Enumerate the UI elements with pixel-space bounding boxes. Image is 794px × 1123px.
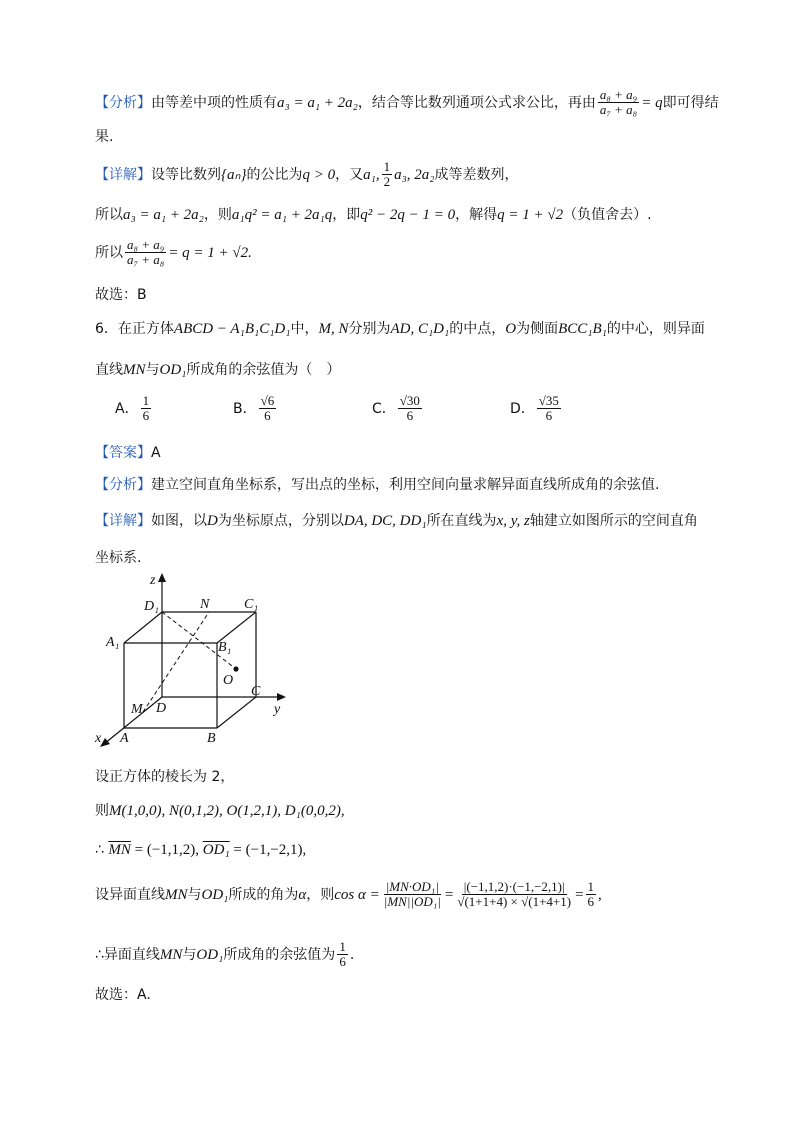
analysis-tag: 【分析】 — [95, 94, 151, 111]
q6-analysis-line — [95, 474, 659, 494]
q6-detail-e: 坐标系. — [95, 550, 142, 566]
q6-vec-a: ∴ — [95, 842, 109, 858]
q6-mn: M, N — [318, 321, 349, 337]
label-a1: A₁ — [106, 635, 120, 650]
edge-b1c1 — [217, 612, 256, 643]
q5-result-fraction — [125, 238, 166, 268]
option-denominator: 6 — [406, 408, 414, 424]
q5-half-fraction — [382, 160, 393, 190]
q6-detail-line — [95, 510, 698, 530]
q6-stem-line2 — [95, 359, 340, 379]
q5-so1-a: 所以 — [95, 207, 123, 223]
q5-so1-eq1: a₃ = a₁ + 2a₂ — [123, 207, 204, 223]
x-arrow — [100, 738, 110, 747]
z-arrow — [158, 573, 166, 582]
q5-analysis-text-d: 果. — [95, 129, 114, 145]
q5-ratio-rhs: = q — [641, 94, 663, 111]
option-numerator: √30 — [399, 393, 420, 408]
ratio-denominator: a₇ + a₈ — [599, 102, 638, 118]
q5-detail-c: ，又 — [335, 166, 364, 183]
label-b1: B₁ — [218, 640, 232, 655]
q6-stem2-c: 所成角的余弦值为（ ） — [186, 362, 341, 378]
detail-tag: 【详解】 — [95, 166, 151, 183]
point-o — [233, 666, 238, 671]
q6-angle-od: OD₁ — [201, 886, 229, 903]
q6-stem2-a: 直线 — [95, 362, 123, 378]
result-numerator: a₈ + a₉ — [127, 237, 165, 252]
label-y: y — [274, 702, 281, 717]
q6-cube: ABCD − A₁B₁C₁D₁ — [173, 321, 291, 337]
q5-detail-a: 设等比数列 — [151, 166, 221, 183]
q5-so1-e: （负值舍去）. — [563, 207, 652, 223]
label-d1: D₁ — [144, 599, 159, 614]
q5-analysis-eq: a₃ = a₁ + 2a₂ — [277, 94, 358, 111]
label-c1: C₁ — [244, 597, 259, 612]
q6-angle-mn: MN — [165, 886, 188, 903]
q6-option-c — [372, 394, 424, 424]
q6-concl-end: . — [349, 946, 355, 963]
q6-angle-a: 设异面直线 — [95, 886, 165, 903]
answer-tag: 【答案】 — [95, 445, 151, 461]
option-denominator: 6 — [142, 408, 150, 424]
cube-figure — [90, 570, 300, 750]
option-fraction — [259, 394, 277, 424]
label-a: A — [120, 731, 129, 746]
q6-face: BCC₁B₁ — [558, 321, 607, 337]
q5-so1-c: ，即 — [332, 207, 361, 223]
q6-coords-line — [95, 800, 345, 820]
concl-denominator: 6 — [339, 954, 346, 970]
q5-seq: {aₙ} — [221, 166, 247, 183]
q5-analysis-text-a: 由等差中项的性质有 — [151, 94, 277, 111]
option-numerator: 1 — [142, 393, 150, 408]
q6-concl-b: 与 — [182, 946, 197, 963]
q5-detail-line — [95, 160, 519, 190]
q6-stem-a: 6．在正方体 — [95, 321, 174, 337]
label-m: M — [131, 702, 143, 717]
half-denominator: 2 — [383, 174, 391, 190]
q6-concl-fraction — [337, 940, 348, 970]
q5-analysis-text-c: 即可得结 — [662, 94, 719, 111]
q5-so2-rhs: = q = 1 + √2. — [168, 244, 252, 261]
q5-q-positive: q > 0 — [302, 166, 336, 183]
label-o: O — [223, 673, 234, 688]
vector-mn: $\overline{MN}$ — [108, 842, 131, 858]
q6-stem-b: 中， — [290, 321, 319, 337]
q6-o: O — [505, 321, 517, 337]
cos-denominator-2: √(1+1+4) × √(1+4+1) — [457, 894, 572, 910]
q6-axes: DA, DC, DD₁ — [343, 513, 427, 529]
cos-numerator-1: |MN·OD₁| — [385, 879, 439, 894]
q5-so1-eq3: q² − 2q − 1 = 0 — [360, 207, 456, 223]
option-label: D． — [510, 400, 535, 417]
q6-cos-fraction-2 — [455, 880, 573, 910]
y-arrow — [277, 693, 286, 701]
q6-cos-tail: , — [598, 886, 602, 903]
q6-option-a — [115, 394, 153, 424]
q6-coords: M(1,0,0), N(0,1,2), O(1,2,1), D₁(0,0,2), — [109, 803, 345, 819]
q6-option-b — [233, 394, 278, 424]
option-numerator: √35 — [538, 393, 559, 408]
q5-so1-eq4: q = 1 + √2 — [497, 207, 564, 223]
q6-alpha: α — [298, 886, 307, 903]
q5-so1-eq2: a₁q² = a₁ + 2a₁q — [231, 207, 333, 223]
analysis-tag: 【分析】 — [95, 477, 151, 493]
vector-od1-value: = (−1,−2,1), — [229, 842, 307, 858]
q6-detail-d: 轴建立如图所示的空间直角 — [529, 513, 698, 529]
q6-detail-a: 如图，以 — [151, 513, 207, 529]
option-label: B． — [233, 400, 257, 417]
q5-so1-b: ，则 — [203, 207, 232, 223]
q6-line-mn: MN — [123, 362, 146, 378]
q6-cos-result — [586, 880, 597, 910]
q5-detail-b: 的公比为 — [246, 166, 303, 183]
q5-so1-d: ，解得 — [455, 207, 498, 223]
label-c: C — [251, 684, 261, 699]
half-numerator: 1 — [383, 159, 391, 174]
option-fraction — [398, 394, 422, 424]
option-numerator: √6 — [260, 393, 275, 408]
q6-answer-line — [95, 442, 161, 462]
q5-solve-line — [95, 204, 652, 224]
q6-edge-length: 设正方体的棱长为 2， — [95, 769, 235, 785]
q6-cos-line: 设异面直线MN与OD₁所成的角为α，则cos α = $\frac{\text{|MN·OD₁|}}{\text{|MN||OD₁|}}$ = $\frac{|(-1,1,2)\cdot(-1,-2,1)|}{√(1+1+4) \times √(1+4+1)}$ = $\frac{1}{6}$ , — [95, 879, 602, 910]
q6-stem-e: 为侧面 — [516, 321, 559, 337]
option-fraction — [141, 394, 152, 424]
q6-coords-a: 则 — [95, 803, 109, 819]
q6-stem-d: 的中点， — [449, 321, 506, 337]
label-d: D — [156, 701, 167, 716]
label-x: x — [95, 731, 102, 746]
q6-edges: AD, C₁D₁ — [390, 321, 450, 337]
edge-bc — [217, 697, 256, 728]
q6-angle-b: 与 — [187, 886, 202, 903]
q5-analysis-line — [95, 88, 719, 118]
label-z: z — [150, 573, 156, 588]
q6-concl-a: ∴异面直线 — [95, 946, 160, 963]
option-denominator: 6 — [264, 408, 271, 424]
q6-option-d — [510, 394, 563, 424]
option-label: C． — [372, 400, 396, 417]
detail-tag: 【详解】 — [95, 513, 151, 529]
q5-so2-a: 所以 — [95, 244, 123, 261]
q6-cos-fraction-1 — [382, 880, 443, 910]
q6-choose: 故选：A. — [95, 987, 151, 1003]
result-denominator: a₇ + a₈ — [127, 252, 165, 268]
q6-detail-c: 所在直线为 — [426, 513, 497, 529]
q6-stem-c: 分别为 — [348, 321, 391, 337]
q6-stem2-b: 与 — [145, 362, 160, 378]
vector-od1: OD₁ — [202, 842, 230, 858]
option-fraction — [537, 394, 561, 424]
q6-concl-od: OD₁ — [196, 946, 224, 963]
q5-choose: 故选：B — [95, 287, 147, 303]
q6-stem-f: 的中心，则异面 — [606, 321, 705, 337]
label-b: B — [207, 731, 216, 746]
q6-conclusion-line — [95, 940, 354, 970]
label-n: N — [200, 597, 210, 612]
cos-denominator-1: |MN||OD₁| — [383, 894, 441, 910]
edge-a1d1 — [124, 612, 162, 643]
cos-numerator-2: |(−1,1,2)·(−1,−2,1)| — [463, 879, 565, 894]
q6-concl-mn: MN — [159, 946, 183, 963]
option-label: A． — [115, 400, 139, 417]
q6-d: D — [207, 513, 218, 529]
q6-analysis-text: 建立空间直角坐标系，写出点的坐标，利用空间向量求解异面直线所成角的余弦值. — [151, 477, 660, 493]
q6-vectors-line — [95, 842, 306, 859]
q5-analysis-text-b: ，结合等比数列通项公式求公比，再由 — [357, 94, 596, 111]
q6-answer: A — [151, 445, 161, 461]
q6-xyz: x, y, z — [496, 513, 530, 529]
q5-terms-b: a₃, 2a₂ — [394, 166, 435, 183]
q5-ratio-fraction — [598, 88, 639, 118]
q6-angle-c: 所成的角为 — [228, 886, 299, 903]
q6-cos-lhs: cos α = — [334, 886, 380, 903]
vector-mn-value: = (−1,1,2), — [130, 842, 203, 858]
q5-terms-a: a₁, — [363, 166, 380, 183]
q5-result-line — [95, 238, 252, 268]
q6-line-od: OD₁ — [159, 362, 187, 378]
cos-result-numerator: 1 — [587, 879, 595, 894]
q6-angle-d: ，则 — [306, 886, 335, 903]
option-denominator: 6 — [545, 408, 553, 424]
q6-stem-line1 — [95, 318, 705, 338]
q6-concl-c: 所成角的余弦值为 — [223, 946, 336, 963]
q6-detail-b: 为坐标原点，分别以 — [217, 513, 344, 529]
q5-detail-d: 成等差数列， — [434, 166, 519, 183]
ratio-numerator: a₈ + a₉ — [599, 87, 638, 102]
cos-result-denominator: 6 — [587, 894, 595, 910]
concl-numerator: 1 — [339, 939, 346, 954]
